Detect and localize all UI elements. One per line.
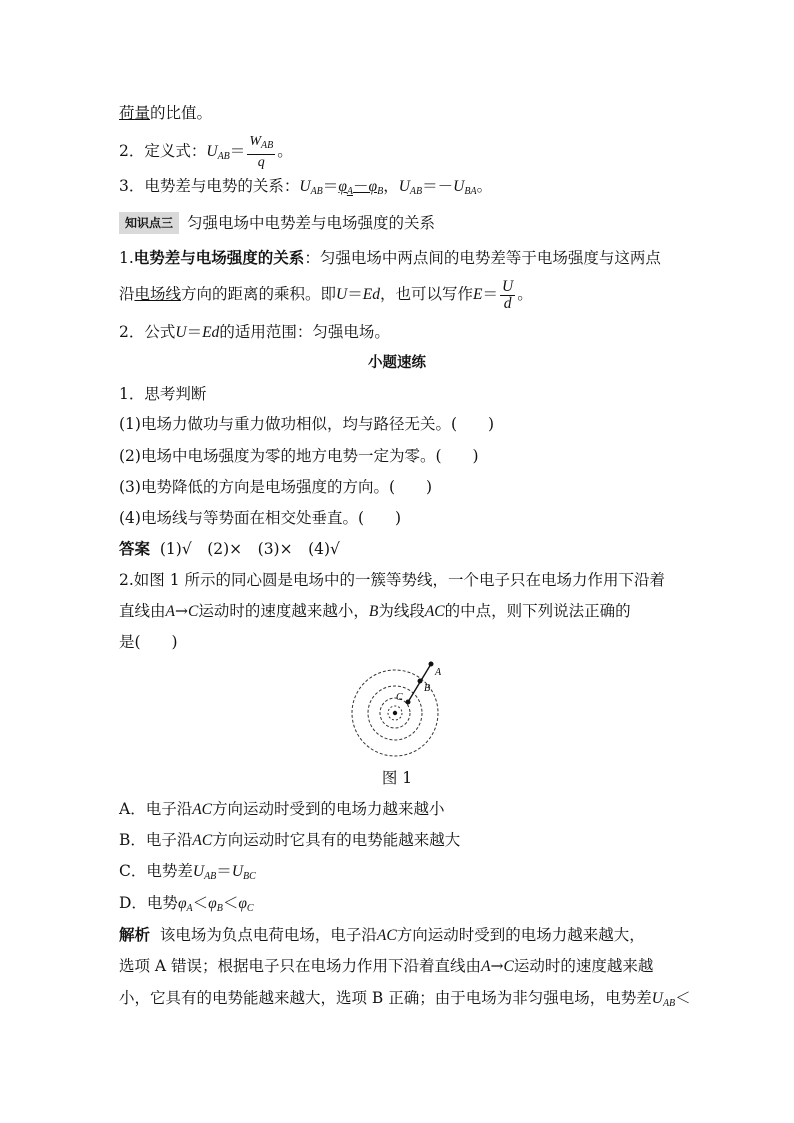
phi: φ [238, 895, 247, 912]
var: A [165, 603, 175, 620]
sub: C [246, 903, 254, 914]
sub: AB [310, 186, 323, 197]
section-badge: 知识点三 [119, 212, 179, 234]
text: 的比值。 [150, 104, 213, 122]
text: 运动时的速度越来越小， [198, 602, 369, 620]
figure-caption: 图 1 [381, 769, 413, 787]
fraction [500, 279, 515, 312]
arrow: → [174, 602, 188, 620]
section-heading [119, 212, 435, 234]
relation-line [119, 176, 492, 202]
var: U [299, 178, 311, 195]
eq: ＝ [482, 285, 498, 303]
point-c [406, 700, 411, 705]
var: AC [192, 832, 213, 849]
var: AC [376, 927, 397, 944]
answer-text: (1)√ (2)× (3)× (4)√ [159, 540, 340, 558]
eq: ＝－ [422, 177, 454, 195]
var: Ed [362, 286, 380, 303]
eq: ＝ [322, 177, 339, 195]
line-1 [119, 103, 212, 123]
text: 方向的距离的乘积。即 [181, 285, 337, 303]
sub: BA [464, 186, 477, 197]
var: U [651, 990, 663, 1007]
eq: ＝ [347, 285, 363, 303]
var: U [175, 324, 187, 341]
label-a: A [435, 667, 442, 678]
text: 小，它具有的电势能越来越大，选项 B 正确；由于电场为非匀强电场，电势差 [119, 989, 652, 1007]
sub: A [186, 903, 193, 914]
line-7 [119, 322, 390, 343]
var: U [192, 863, 205, 880]
text: 荷量 [119, 104, 151, 122]
q2-line-2 [119, 601, 631, 622]
solution-line-1 [119, 925, 645, 946]
solution-label: 解析 [119, 925, 151, 944]
label-b: B [424, 683, 431, 694]
definition-formula [119, 133, 293, 173]
denominator: d [503, 294, 512, 312]
var: B [368, 603, 379, 620]
var: U [453, 178, 465, 195]
text: 运动时的速度越来越 [513, 957, 654, 975]
text: 电场线 [134, 285, 182, 303]
section-title: 匀强电场中电势差与电场强度的关系 [187, 214, 436, 232]
solution-line-2 [119, 956, 653, 977]
text: 方向运动时受到的电场力越来越小 [212, 800, 445, 818]
q1-item-3: (3)电势降低的方向是电场强度的方向。( ) [119, 478, 433, 496]
text: A．电子沿 [119, 800, 193, 818]
var: AC [424, 603, 445, 620]
line-5 [119, 248, 661, 268]
text: 1. [119, 249, 134, 267]
numerator: U [501, 277, 514, 295]
text: D．电势 [119, 894, 178, 912]
point-b [418, 679, 423, 684]
label-c: C [396, 692, 403, 703]
text: 的中点，则下列说法正确的 [444, 602, 631, 620]
q1-item-4: (4)电场线与等势面在相交处垂直。( ) [119, 509, 402, 527]
text: ，也可以写作 [379, 285, 473, 303]
sub: AB [204, 871, 217, 882]
q1-title: 1．思考判断 [119, 385, 207, 403]
var: AC [192, 801, 213, 818]
text: ：匀强电场中两点间的电势差等于电场强度与这两点 [304, 249, 661, 267]
eq: ＝ [216, 862, 232, 880]
text: 为线段 [378, 602, 425, 620]
var: C [187, 603, 199, 620]
option-a [119, 799, 445, 820]
answer-line [119, 539, 340, 559]
text: 选项 A 错误；根据电子只在电场力作用下沿着直线由 [119, 957, 482, 975]
q2-line-1: 2.如图 1 所示的同心圆是电场中的一簇等势线，一个电子只在电场力作用下沿着 [119, 571, 666, 589]
line-6 [119, 276, 533, 316]
phi: φ [177, 895, 187, 912]
phi: φ [338, 178, 347, 195]
sub: B [216, 903, 223, 914]
label: 2．定义式： [119, 142, 207, 160]
eq: ＝ [186, 323, 203, 341]
var: U [336, 286, 348, 303]
q2-line-3: 是( ) [119, 633, 178, 651]
solution-line-3 [119, 988, 691, 1014]
lt: ＜ [192, 894, 209, 912]
lt: ＜ [222, 894, 239, 912]
text: 直线由 [119, 602, 166, 620]
var: U [231, 863, 244, 880]
var: A [481, 958, 491, 975]
text: 2．公式 [119, 323, 176, 341]
point-a [429, 662, 434, 667]
sub: BC [243, 871, 256, 882]
text: 的适用范围：匀强电场。 [219, 323, 390, 341]
comma: ， [383, 177, 399, 195]
lt: ＜ [675, 989, 691, 1007]
figure-1-diagram [345, 655, 445, 765]
minus: － [353, 177, 369, 195]
bold-text: 电势差与电场强度的关系 [133, 248, 305, 267]
end: 。 [277, 142, 293, 160]
var: U [206, 143, 218, 160]
answer-label: 答案 [119, 539, 151, 558]
eq: ＝ [229, 142, 246, 160]
text: B．电子沿 [119, 831, 193, 849]
var: E [473, 286, 483, 303]
practice-heading: 小题速练 [368, 354, 426, 371]
center-charge [393, 711, 397, 715]
var: Ed [202, 324, 220, 341]
arrow: → [490, 957, 504, 975]
text: 方向运动时它具有的电势能越来越大 [212, 831, 461, 849]
var: C [503, 958, 514, 975]
text: 沿 [119, 285, 135, 303]
end: 。 [476, 177, 493, 195]
option-c [119, 861, 256, 887]
sub: B [377, 186, 384, 197]
option-d [119, 893, 254, 919]
sub: AB [217, 151, 230, 162]
label: 3．电势差与电势的关系： [119, 177, 300, 195]
denominator: q [257, 154, 265, 170]
sub: A [346, 186, 353, 197]
text: 方向运动时受到的电场力越来越大， [396, 926, 645, 944]
text: C．电势差 [119, 862, 193, 880]
numerator: $W_{AB}$ [247, 134, 275, 155]
fraction [247, 134, 275, 171]
option-b [119, 830, 460, 851]
q1-item-1: (1)电场力做功与重力做功相似，均与路径无关。( ) [119, 415, 495, 433]
phi: φ [208, 895, 217, 912]
end: 。 [517, 285, 533, 303]
q1-item-2: (2)电场中电场强度为零的地方电势一定为零。( ) [119, 447, 479, 465]
sub: AB [409, 186, 423, 197]
phi: φ [368, 178, 378, 195]
text: 该电场为负点电荷电场，电子沿 [159, 926, 377, 944]
sub: AB [662, 998, 676, 1009]
var: U [398, 178, 410, 195]
